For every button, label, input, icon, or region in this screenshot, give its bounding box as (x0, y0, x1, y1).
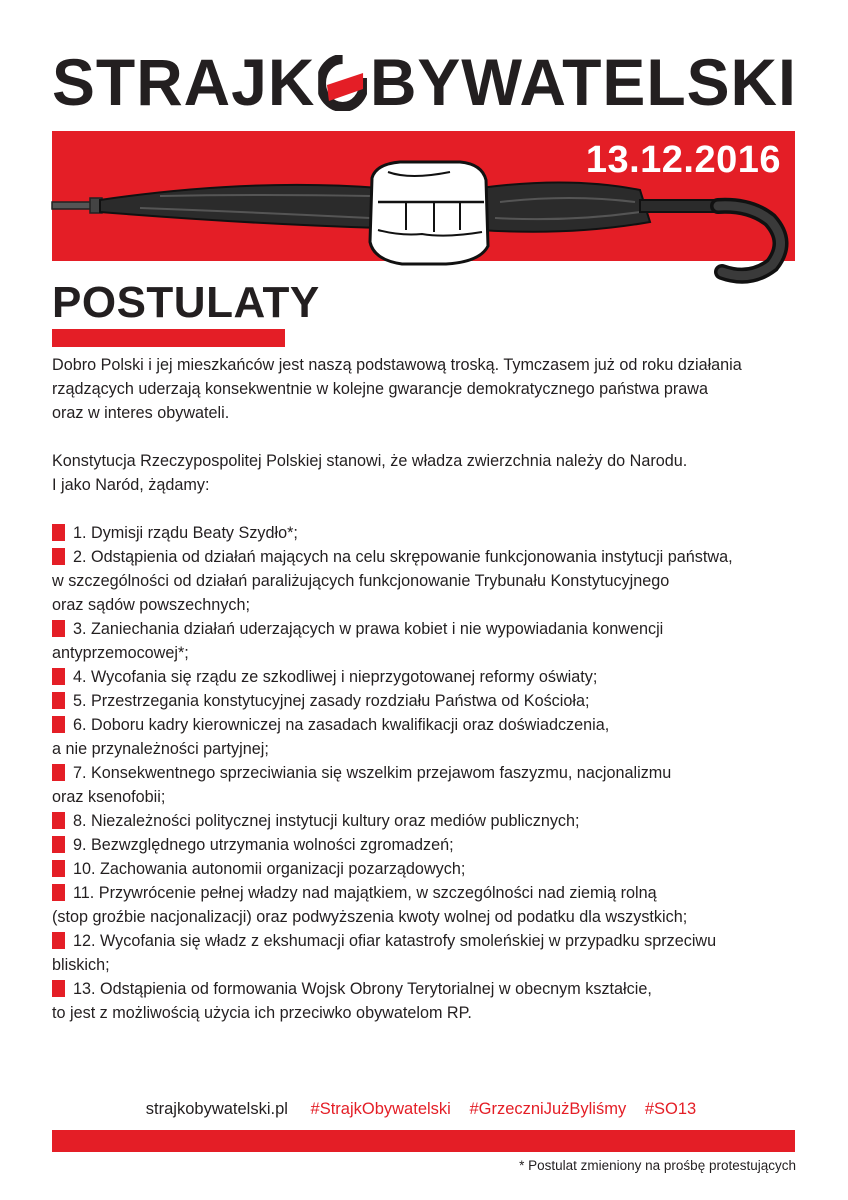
demand-text: 6. Doboru kadry kierowniczej na zasadach kwalifikacji oraz doświadczenia, (73, 716, 610, 734)
intro-line: rządzących uderzają konsekwentnie w kolejne gwarancje demokratycznego państwa prawa (52, 380, 708, 398)
demand-item (52, 977, 802, 1001)
demand-continuation: oraz ksenofobii; (52, 788, 166, 806)
red-square-bullet-icon (52, 692, 65, 709)
hashtag[interactable]: #SO13 (644, 1100, 697, 1118)
section-title: POSTULATY (52, 278, 320, 327)
demand-item (52, 713, 802, 737)
demand-item (52, 689, 802, 713)
red-square-bullet-icon (52, 860, 65, 877)
red-square-bullet-icon (52, 524, 65, 541)
poster-title (52, 44, 797, 120)
demand-text: 2. Odstąpienia od działań mających na celu skrępowanie funkcjonowania instytucji państwa, (73, 548, 733, 566)
red-square-bullet-icon (52, 884, 65, 901)
demand-item (52, 665, 802, 689)
title-right: BYWATELSKI (369, 45, 797, 119)
demand-text: 13. Odstąpienia od formowania Wojsk Obrony Terytorialnej w obecnym kształcie, (73, 980, 652, 998)
red-square-bullet-icon (52, 716, 65, 733)
flag-o-logo (318, 50, 367, 106)
demand-continuation: to jest z możliwością użycia ich przeciwko obywatelom RP. (52, 1004, 472, 1022)
footnote: * Postulat zmieniony na prośbę protestujących (519, 1158, 796, 1173)
demand-text: 1. Dymisji rządu Beaty Szydło*; (73, 524, 298, 542)
demand-item (52, 521, 802, 545)
statement-line: I jako Naród, żądamy: (52, 476, 210, 494)
demand-item (52, 761, 802, 785)
title-left: STRAJK (52, 45, 316, 119)
red-square-bullet-icon (52, 980, 65, 997)
statement-line: Konstytucja Rzeczypospolitej Polskiej stanowi, że władza zwierzchnia należy do Narodu. (52, 452, 688, 470)
demand-text: 5. Przestrzegania konstytucyjnej zasady rozdziału Państwa od Kościoła; (73, 692, 590, 710)
red-square-bullet-icon (52, 932, 65, 949)
demand-continuation: w szczególności od działań paraliżujących funkcjonowanie Trybunału Konstytucyjnego (52, 572, 670, 590)
demand-text: 3. Zaniechania działań uderzających w prawa kobiet i nie wypowiadania konwencji (73, 620, 664, 638)
title-underline-bar (52, 329, 285, 347)
website-link[interactable]: strajkobywatelski.pl (145, 1100, 288, 1118)
demand-continuation: oraz sądów powszechnych; (52, 596, 250, 614)
demand-continuation: antyprzemocowej*; (52, 644, 189, 662)
demand-continuation: a nie przynależności partyjnej; (52, 740, 269, 758)
body-text (52, 353, 802, 1025)
demand-continuation: bliskich; (52, 956, 110, 974)
demand-text: 10. Zachowania autonomii organizacji pozarządowych; (73, 860, 466, 878)
demand-text: 11. Przywrócenie pełnej władzy nad majątkiem, w szczególności nad ziemią rolną (73, 884, 657, 902)
demand-item (52, 833, 802, 857)
demand-item (52, 617, 802, 641)
red-square-bullet-icon (52, 764, 65, 781)
intro-line: Dobro Polski i jej mieszkańców jest naszą podstawową troską. Tymczasem już od roku działania (52, 356, 742, 374)
demand-text: 8. Niezależności politycznej instytucji kultury oraz mediów publicznych; (73, 812, 580, 830)
demand-item (52, 881, 802, 905)
hashtag[interactable]: #StrajkObywatelski (310, 1100, 451, 1118)
demand-text: 7. Konsekwentnego sprzeciwiania się wszelkim przejawom faszyzmu, nacjonalizmu (73, 764, 672, 782)
red-square-bullet-icon (52, 836, 65, 853)
red-square-bullet-icon (52, 668, 65, 685)
demand-item (52, 809, 802, 833)
red-square-bullet-icon (52, 548, 65, 565)
demands-list (52, 521, 802, 1025)
demand-item (52, 545, 802, 569)
demand-text: 9. Bezwzględnego utrzymania wolności zgromadzeń; (73, 836, 454, 854)
red-square-bullet-icon (52, 812, 65, 829)
event-date: 13.12.2016 (585, 139, 781, 181)
demand-continuation: (stop groźbie nacjonalizacji) oraz podwyższenia kwoty wolnej od podatku dla wszystkich; (52, 908, 688, 926)
hashtag[interactable]: #GrzeczniJużByliśmy (469, 1100, 627, 1118)
footer-red-bar (52, 1130, 795, 1152)
red-square-bullet-icon (52, 620, 65, 637)
footer-links (0, 1100, 848, 1119)
demand-item (52, 929, 802, 953)
intro-line: oraz w interes obywateli. (52, 404, 230, 422)
demand-text: 12. Wycofania się władz z ekshumacji ofiar katastrofy smoleńskiej w przypadku sprzeciwu (73, 932, 717, 950)
demand-text: 4. Wycofania się rządu ze szkodliwej i nieprzygotowanej reformy oświaty; (73, 668, 598, 686)
demand-item (52, 857, 802, 881)
umbrella-fist-illustration (50, 150, 800, 285)
